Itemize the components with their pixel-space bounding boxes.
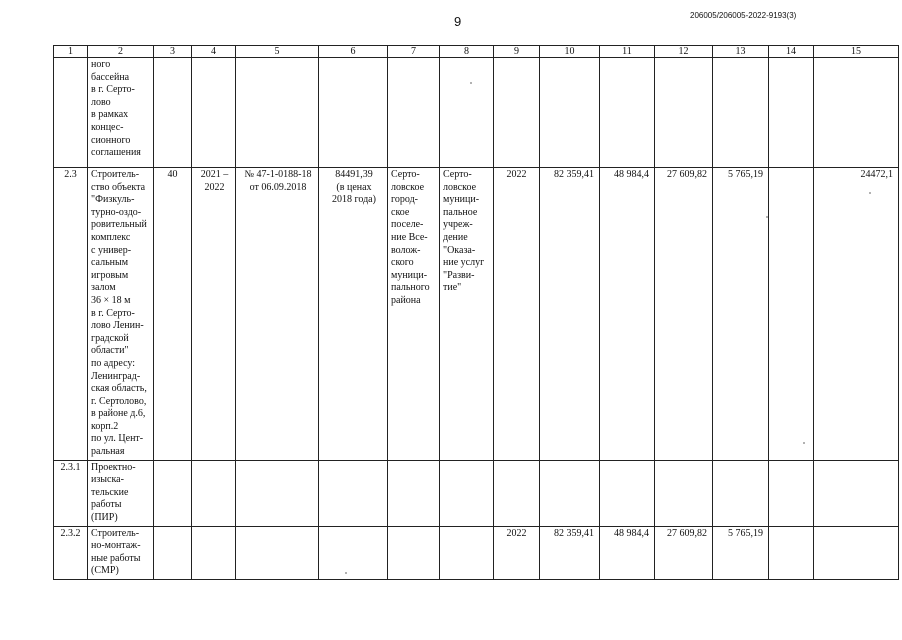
table-cell [192,460,236,526]
table-cell-amount: 5 765,19 [713,168,769,461]
table-cell-name: Строитель- но-монтаж- ные работы (СМР) [88,526,154,579]
scan-speck [803,442,805,444]
table-cell-owner: Серто- ловское город- ское поселе- ние Все- волож- ского муници- пального района [388,168,440,461]
table-cell [192,58,236,168]
table-cell [655,58,713,168]
table-cell-number: 2.3 [54,168,88,461]
table-cell [814,460,899,526]
table-cell [713,58,769,168]
table-header-row [54,46,899,58]
table-cell [154,460,192,526]
table-cell [440,460,494,526]
scan-speck [345,572,347,574]
table-cell-name: ного бассейна в г. Серто- лово в рамках концес- сионного соглашения [88,58,154,168]
table-cell [54,58,88,168]
table-cell-name: Строитель- ство объекта "Физкуль- турно-оздо- ровительный комплекс с универ- сальным игровым залом 36 × 18 м в г. Серто- лово Ленин- градской области" по адресу: Ленинград- ская область, г. Сертолово, в районе д.6, корп.2 по ул. Цент- ральная [88,168,154,461]
investment-table [53,45,899,580]
table-cell-number: 2.3.2 [54,526,88,579]
table-row-continuation [54,58,899,168]
table-cell [319,58,388,168]
table-cell [540,460,600,526]
table-cell [494,58,540,168]
table-cell [655,460,713,526]
table-cell-amount: 82 359,41 [540,526,600,579]
header-cell: 11 [600,46,655,58]
table-cell [814,58,899,168]
table-cell-amount: 5 765,19 [713,526,769,579]
header-cell: 5 [236,46,319,58]
header-cell: 14 [769,46,814,58]
table-cell-year: 2022 [494,168,540,461]
table-cell-amount: 82 359,41 [540,168,600,461]
table-cell-period: 2021 – 2022 [192,168,236,461]
table-cell-year: 2022 [494,526,540,579]
table-cell [440,526,494,579]
table-cell [319,460,388,526]
header-cell: 1 [54,46,88,58]
header-cell: 12 [655,46,713,58]
table-cell [388,526,440,579]
scan-speck [470,82,472,84]
table-row-2-3-2 [54,526,899,579]
table-cell [236,58,319,168]
table-cell-amount: 24472,1 [814,168,899,461]
header-cell: 15 [814,46,899,58]
table-cell [236,460,319,526]
table-cell-amount: 48 984,4 [600,168,655,461]
table-cell [154,526,192,579]
table-cell [769,526,814,579]
table-cell-document: № 47-1-0188-18 от 06.09.2018 [236,168,319,461]
table-cell-amount: 27 609,82 [655,526,713,579]
page-number: 9 [454,14,462,29]
table-cell [319,526,388,579]
scan-speck [766,216,768,218]
table-cell [600,58,655,168]
table-cell [236,526,319,579]
header-cell: 7 [388,46,440,58]
table-cell-amount: 48 984,4 [600,526,655,579]
header-cell: 2 [88,46,154,58]
table-cell-customer: Серто- ловское муници- пальное учреж- дение "Оказа- ние услуг "Разви- тие" [440,168,494,461]
table-cell [769,168,814,461]
table-cell-number: 2.3.1 [54,460,88,526]
document-id: 206005/206005-2022-9193(3) [690,11,797,20]
header-cell: 4 [192,46,236,58]
table-cell [388,58,440,168]
table-cell [769,460,814,526]
table-cell [600,460,655,526]
table-cell [769,58,814,168]
table-cell-name: Проектно- изыска- тельские работы (ПИР) [88,460,154,526]
header-cell: 9 [494,46,540,58]
table-cell [192,526,236,579]
table-cell [540,58,600,168]
table-cell [494,460,540,526]
table-cell [154,58,192,168]
table-row-2-3-1 [54,460,899,526]
header-cell: 13 [713,46,769,58]
header-cell: 3 [154,46,192,58]
scan-speck [869,192,871,194]
table-cell [440,58,494,168]
header-cell: 6 [319,46,388,58]
table-cell-amount: 27 609,82 [655,168,713,461]
table-cell [388,460,440,526]
table-row-2-3 [54,168,899,461]
header-cell: 10 [540,46,600,58]
table-cell [713,460,769,526]
table-cell: 40 [154,168,192,461]
header-cell: 8 [440,46,494,58]
table-cell [814,526,899,579]
table-cell-cost: 84491,39 (в ценах 2018 года) [319,168,388,461]
